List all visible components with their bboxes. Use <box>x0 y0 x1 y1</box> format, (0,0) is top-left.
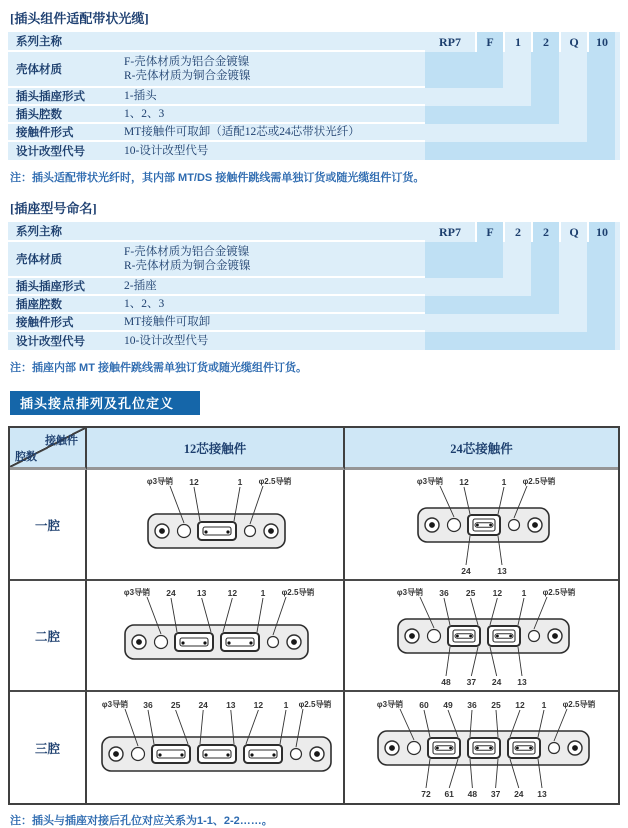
table-right-strip <box>615 222 620 242</box>
staircase-cell <box>559 278 587 296</box>
guide-pin-label: φ2.5导销 <box>298 699 332 709</box>
staircase-cell <box>475 278 503 296</box>
staircase-cell <box>475 332 503 350</box>
guide-pin-label: φ2.5导销 <box>281 587 315 597</box>
staircase-cell <box>587 88 615 106</box>
naming-row-label: 壳体材质 <box>8 242 120 278</box>
naming-row-label: 设计改型代号 <box>8 332 120 350</box>
fiber-number-label: 13 <box>516 676 527 687</box>
table-right-strip <box>615 314 620 332</box>
fiber-number-label: 1 <box>237 476 243 487</box>
fiber-number-label: 48 <box>440 676 451 687</box>
staircase-cell <box>531 88 559 106</box>
fiber-number-label: 25 <box>170 699 181 710</box>
fiber-number-label: 1 <box>260 587 266 598</box>
staircase-cell <box>531 142 559 160</box>
desc-line: MT接触件可取卸 <box>124 315 211 328</box>
series-code-cell: F <box>475 222 503 242</box>
receptacle-naming-table <box>8 222 620 350</box>
staircase-cell <box>475 106 503 124</box>
naming-row-label: 插头插座形式 <box>8 88 120 106</box>
table-right-strip <box>615 142 620 160</box>
cavity-row-label: 三腔 <box>10 692 87 803</box>
table-right-strip <box>615 278 620 296</box>
staircase-cell <box>425 332 475 350</box>
naming-row-desc <box>120 52 425 88</box>
guide-pin-label: φ3导销 <box>123 587 151 597</box>
staircase-cell <box>425 242 475 278</box>
guide-pin-label: φ2.5导销 <box>522 476 555 486</box>
fiber-number-label: 12 <box>514 699 525 710</box>
series-code-cell: 10 <box>587 32 615 52</box>
fiber-number-label: 36 <box>438 587 449 598</box>
fiber-number-label: 24 <box>460 565 471 576</box>
desc-line: R-壳体材质为铜合金镀镍 <box>124 70 251 82</box>
fiber-number-label: 12 <box>492 587 502 598</box>
staircase-cell <box>475 314 503 332</box>
staircase-cell <box>559 332 587 350</box>
naming-row-desc <box>120 106 425 124</box>
desc-line: 10-设计改型代号 <box>124 334 209 347</box>
connector-diagram <box>356 473 608 577</box>
staircase-cell <box>559 296 587 314</box>
fiber-number-label: 12 <box>253 699 264 710</box>
guide-pin-label: φ2.5导销 <box>258 476 292 486</box>
column-header: 12芯接触件 <box>87 428 345 470</box>
staircase-cell <box>475 124 503 142</box>
series-name-label: 系列主称 <box>8 222 425 242</box>
desc-line: 2-插座 <box>124 279 157 292</box>
staircase-cell <box>503 332 531 350</box>
staircase-cell <box>475 142 503 160</box>
table-right-strip <box>615 88 620 106</box>
desc-line: F-壳体材质为铝合金镀镍 <box>124 245 250 258</box>
plug-naming-section <box>8 8 620 185</box>
fiber-number-label: 1 <box>541 699 546 710</box>
guide-pin-label: φ3导销 <box>146 476 174 486</box>
table-right-strip <box>615 332 620 350</box>
series-code-cell: RP7 <box>425 222 475 242</box>
staircase-cell <box>425 52 475 88</box>
staircase-cell <box>425 88 475 106</box>
naming-row-label: 接触件形式 <box>8 124 120 142</box>
staircase-cell <box>503 52 531 88</box>
staircase-cell <box>531 296 559 314</box>
series-code-cell: Q <box>559 32 587 52</box>
fiber-number-label: 60 <box>418 699 429 710</box>
diagram-cell-24core <box>345 470 618 581</box>
staircase-cell <box>503 88 531 106</box>
table-right-strip <box>615 296 620 314</box>
series-name-label: 系列主称 <box>8 32 425 52</box>
fiber-number-label: 61 <box>443 788 454 799</box>
fiber-number-label: 37 <box>490 788 500 799</box>
guide-pin-label: φ3导销 <box>376 699 403 709</box>
fiber-number-label: 24 <box>491 676 501 687</box>
connector-diagram <box>89 473 341 577</box>
staircase-cell <box>559 124 587 142</box>
staircase-cell <box>475 88 503 106</box>
staircase-cell <box>559 242 587 278</box>
series-code-cell: 10 <box>587 222 615 242</box>
diagram-cell-24core <box>345 692 618 803</box>
staircase-cell <box>475 52 503 88</box>
staircase-cell <box>559 52 587 88</box>
staircase-cell <box>531 278 559 296</box>
staircase-cell <box>425 314 475 332</box>
staircase-cell <box>531 242 559 278</box>
fiber-number-label: 13 <box>536 788 547 799</box>
staircase-cell <box>503 242 531 278</box>
naming-row-label: 壳体材质 <box>8 52 120 88</box>
desc-line: 1、2、3 <box>124 297 165 310</box>
fiber-number-label: 13 <box>226 699 236 710</box>
fiber-number-label: 72 <box>420 788 431 799</box>
fiber-number-label: 36 <box>143 699 153 710</box>
staircase-cell <box>587 242 615 278</box>
fiber-number-label: 1 <box>283 699 289 710</box>
connector-diagram <box>356 696 608 800</box>
naming-row-desc <box>120 296 425 314</box>
series-code-cell: 2 <box>503 222 531 242</box>
desc-line: F-壳体材质为铝合金镀镍 <box>124 55 250 68</box>
naming-row-desc <box>120 278 425 296</box>
mating-note: 注：插头与插座对接后孔位对应关系为1-1、2-2……。 <box>10 815 273 827</box>
plug-naming-title: [插头组件适配带状光缆] <box>10 11 149 26</box>
staircase-cell <box>531 52 559 88</box>
diagram-cell-12core <box>87 581 345 692</box>
naming-row-label: 设计改型代号 <box>8 142 120 160</box>
staircase-cell <box>503 278 531 296</box>
fiber-number-label: 13 <box>496 565 507 576</box>
corner-contact-label: 接触件 <box>45 435 78 447</box>
staircase-cell <box>531 314 559 332</box>
staircase-cell <box>587 124 615 142</box>
staircase-cell <box>587 52 615 88</box>
connector-diagram <box>356 584 608 688</box>
staircase-cell <box>425 106 475 124</box>
desc-line: 1-插头 <box>124 89 157 102</box>
fiber-number-label: 1 <box>501 476 506 487</box>
series-code-cell: RP7 <box>425 32 475 52</box>
guide-pin-label: φ3导销 <box>396 587 423 597</box>
staircase-cell <box>559 88 587 106</box>
staircase-cell <box>531 332 559 350</box>
fiber-number-label: 12 <box>189 476 199 487</box>
staircase-cell <box>425 124 475 142</box>
table-right-strip <box>615 242 620 278</box>
staircase-cell <box>559 314 587 332</box>
naming-row-desc <box>120 332 425 350</box>
guide-pin-label: φ2.5导销 <box>562 699 595 709</box>
naming-row-desc <box>120 124 425 142</box>
naming-row-desc <box>120 242 425 278</box>
staircase-cell <box>559 106 587 124</box>
plug-note: 注：插头适配带状光纤时，其内部 MT/DS 接触件跳线需单独订货或随光缆组件订货。 <box>10 172 425 184</box>
desc-line: 10-设计改型代号 <box>124 144 209 157</box>
fiber-number-label: 24 <box>166 587 176 598</box>
fiber-number-label: 1 <box>521 587 526 598</box>
series-code-cell: 2 <box>531 222 559 242</box>
staircase-cell <box>475 242 503 278</box>
staircase-cell <box>587 332 615 350</box>
staircase-cell <box>531 124 559 142</box>
fiber-number-label: 25 <box>490 699 501 710</box>
table-right-strip <box>615 52 620 88</box>
desc-line: R-壳体材质为铜合金镀镍 <box>124 260 251 272</box>
fiber-number-label: 12 <box>227 587 238 598</box>
desc-line: 1、2、3 <box>124 107 165 120</box>
naming-row-label: 接触件形式 <box>8 314 120 332</box>
cavity-row-label: 一腔 <box>10 470 87 581</box>
fiber-number-label: 49 <box>442 699 453 710</box>
naming-row-desc <box>120 314 425 332</box>
table-right-strip <box>615 106 620 124</box>
cavity-row-label: 二腔 <box>10 581 87 692</box>
desc-line: MT接触件可取卸（适配12芯或24芯带状光纤） <box>124 125 360 138</box>
receptacle-naming-title: [插座型号命名] <box>10 201 97 216</box>
staircase-cell <box>587 296 615 314</box>
staircase-cell <box>503 124 531 142</box>
guide-pin-label: φ3导销 <box>101 699 129 709</box>
connector-diagram <box>89 584 341 688</box>
fiber-number-label: 24 <box>513 788 524 799</box>
staircase-cell <box>475 296 503 314</box>
fiber-number-label: 25 <box>465 587 475 598</box>
staircase-cell <box>587 278 615 296</box>
staircase-cell <box>503 296 531 314</box>
series-code-cell: F <box>475 32 503 52</box>
staircase-cell <box>503 314 531 332</box>
fiber-number-label: 37 <box>466 676 476 687</box>
fiber-number-label: 36 <box>466 699 477 710</box>
table-right-strip <box>615 124 620 142</box>
series-code-cell: 2 <box>531 32 559 52</box>
series-code-cell: Q <box>559 222 587 242</box>
diagram-cell-24core <box>345 581 618 692</box>
series-code-cell: 1 <box>503 32 531 52</box>
fiber-number-label: 13 <box>196 587 207 598</box>
naming-row-label: 插头腔数 <box>8 106 120 124</box>
corner-cavity-label: 腔数 <box>15 451 37 463</box>
fiber-number-label: 24 <box>198 699 208 710</box>
diagram-cell-12core <box>87 692 345 803</box>
staircase-cell <box>587 314 615 332</box>
guide-pin-label: φ2.5导销 <box>542 587 575 597</box>
column-header: 24芯接触件 <box>345 428 618 470</box>
staircase-cell <box>587 142 615 160</box>
table-right-strip <box>615 32 620 52</box>
naming-row-desc <box>120 88 425 106</box>
fiber-number-label: 12 <box>458 476 469 487</box>
naming-row-label: 插座腔数 <box>8 296 120 314</box>
naming-row-label: 插头插座形式 <box>8 278 120 296</box>
staircase-cell <box>425 278 475 296</box>
diagram-cell-12core <box>87 470 345 581</box>
plug-naming-table <box>8 32 620 160</box>
staircase-cell <box>503 106 531 124</box>
naming-row-desc <box>120 142 425 160</box>
staircase-cell <box>503 142 531 160</box>
guide-pin-label: φ3导销 <box>416 476 443 486</box>
section-banner: 插头接点排列及孔位定义 <box>10 391 200 415</box>
staircase-cell <box>425 296 475 314</box>
connector-diagram <box>89 696 341 800</box>
staircase-cell <box>425 142 475 160</box>
receptacle-note: 注：插座内部 MT 接触件跳线需单独订货或随光缆组件订货。 <box>10 362 307 374</box>
receptacle-naming-section <box>8 198 620 375</box>
contact-arrangement-table <box>8 426 620 805</box>
staircase-cell <box>559 142 587 160</box>
staircase-cell <box>531 106 559 124</box>
fiber-number-label: 48 <box>467 788 477 799</box>
table-corner-cell <box>10 428 87 470</box>
staircase-cell <box>587 106 615 124</box>
